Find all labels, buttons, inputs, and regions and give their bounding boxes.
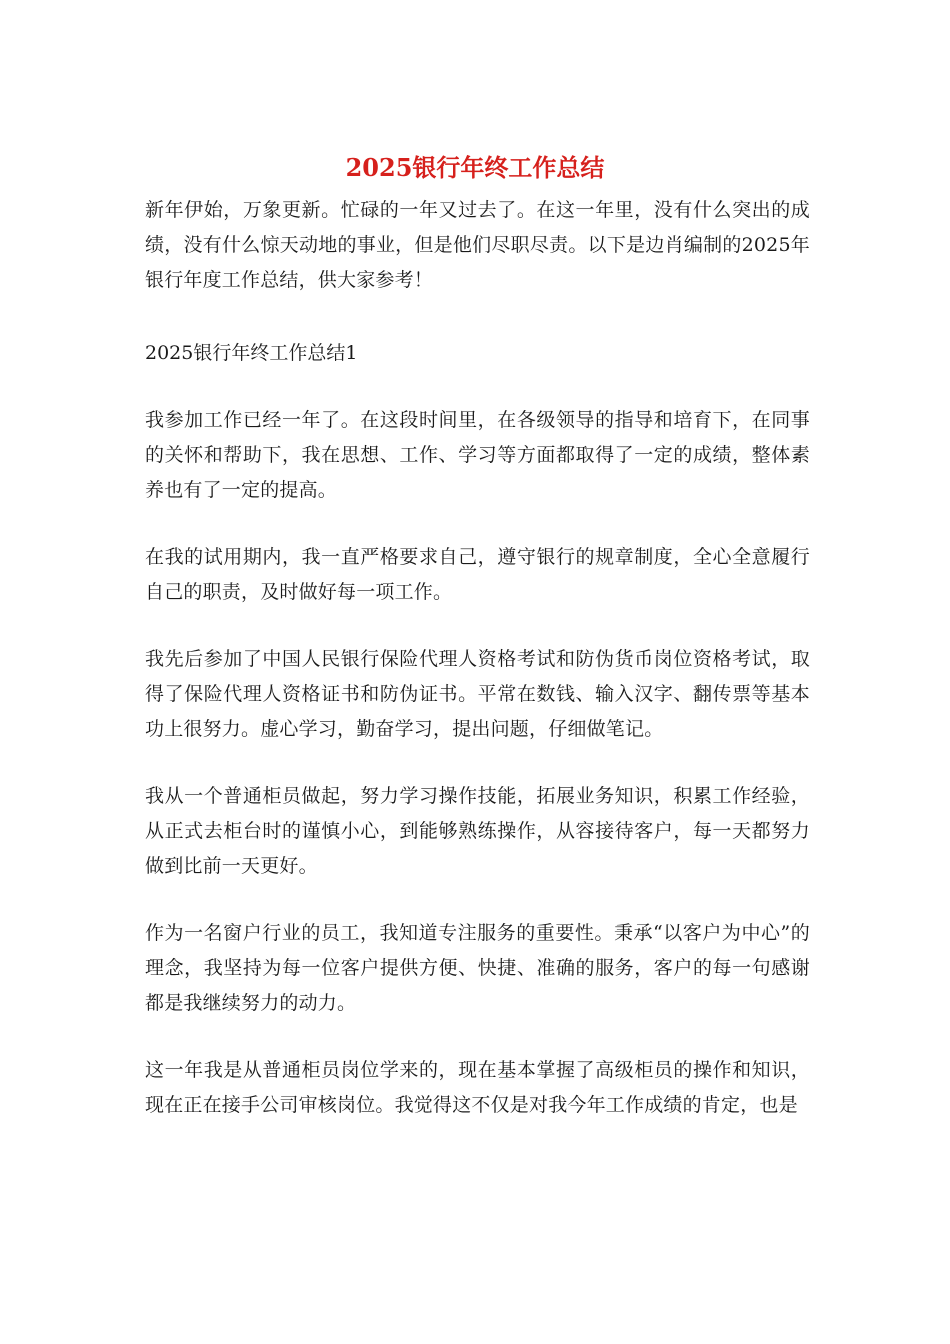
body-paragraph: 这一年我是从普通柜员岗位学来的，现在基本掌握了高级柜员的操作和知识，现在正在接手公司审核岗位。我觉得这不仅是对我今年工作成绩的肯定，也是 bbox=[145, 1059, 810, 1116]
document-body bbox=[145, 193, 810, 1155]
body-paragraph: 我参加工作已经一年了。在这段时间里，在各级领导的指导和培育下，在同事的关怀和帮助下，我在思想、工作、学习等方面都取得了一定的成绩，整体素养也有了一定的提高。 bbox=[145, 409, 810, 501]
body-paragraph: 我先后参加了中国人民银行保险代理人资格考试和防伪货币岗位资格考试，取得了保险代理人资格证书和防伪证书。平常在数钱、输入汉字、翻传票等基本功上很努力。虚心学习，勤奋学习，提出问题，仔细做笔记。 bbox=[145, 648, 810, 740]
body-paragraph: 在我的试用期内，我一直严格要求自己，遵守银行的规章制度，全心全意履行自己的职责，及时做好每一项工作。 bbox=[145, 546, 810, 603]
body-paragraph: 作为一名窗户行业的员工，我知道专注服务的重要性。秉承“以客户为中心”的理念，我坚持为每一位客户提供方便、快捷、准确的服务，客户的每一句感谢都是我继续努力的动力。 bbox=[145, 922, 810, 1014]
intro-paragraph: 新年伊始，万象更新。忙碌的一年又过去了。在这一年里，没有什么突出的成绩，没有什么惊天动地的事业，但是他们尽职尽责。以下是边肖编制的2025年银行年度工作总结，供大家参考！ bbox=[145, 199, 810, 291]
body-paragraph: 我从一个普通柜员做起，努力学习操作技能，拓展业务知识，积累工作经验，从正式去柜台时的谨慎小心，到能够熟练操作，从容接待客户，每一天都努力做到比前一天更好。 bbox=[145, 785, 810, 877]
document-title: 2025银行年终工作总结 bbox=[345, 153, 605, 182]
section-heading: 2025银行年终工作总结1 bbox=[145, 342, 358, 364]
